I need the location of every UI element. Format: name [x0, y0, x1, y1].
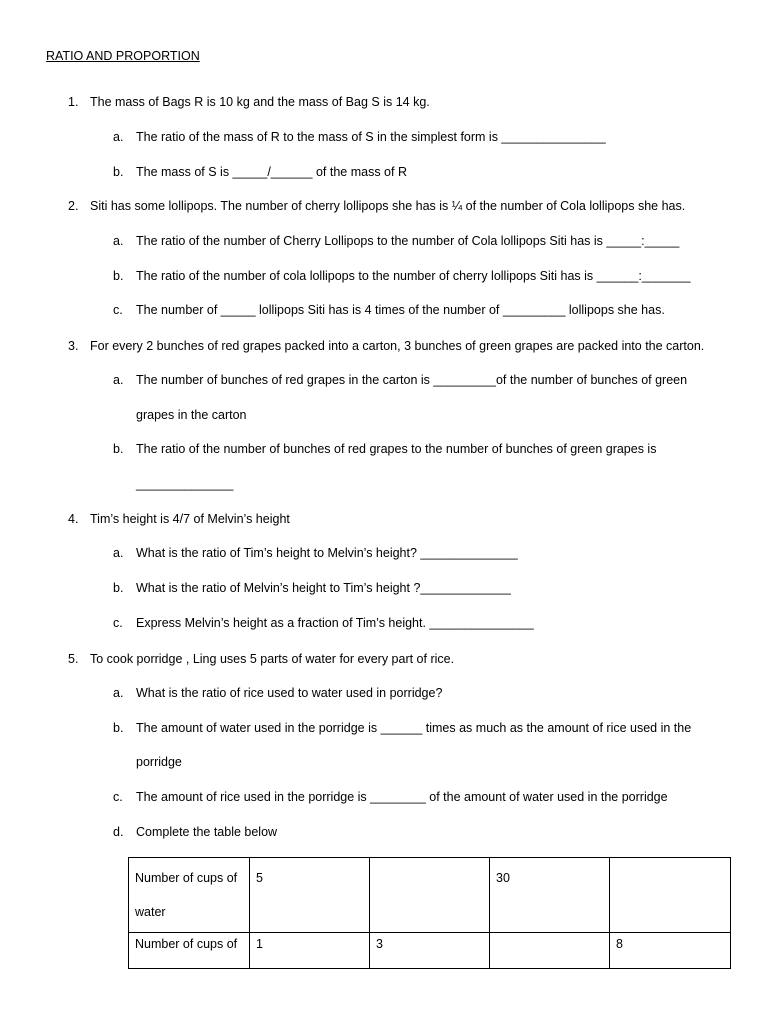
- table-row: [129, 933, 731, 969]
- question-text: To cook porridge , Ling uses 5 parts of water for every part of rice.: [90, 652, 455, 666]
- subpart-label: c.: [113, 616, 123, 630]
- row-header-water: [129, 858, 250, 933]
- subpart-label: a.: [113, 130, 124, 144]
- subpart-label: a.: [113, 234, 124, 248]
- subpart-text: The ratio of the number of Cherry Lollipops to the number of Cola lollipops Siti has is _____:_____: [136, 234, 680, 248]
- subpart-text: The amount of rice used in the porridge is ________ of the amount of water used in the porridge: [136, 790, 668, 804]
- subpart-label: c.: [113, 303, 123, 317]
- table-cell[interactable]: 8: [610, 933, 731, 969]
- table-cell[interactable]: [610, 858, 731, 933]
- row-header-line: Number of cups of: [135, 871, 238, 885]
- subpart-label: a.: [113, 373, 124, 387]
- table-row: [129, 858, 731, 933]
- subpart-text: The ratio of the number of cola lollipops to the number of cherry lollipops Siti has is ______:_______: [136, 269, 691, 283]
- subpart-label: a.: [113, 546, 124, 560]
- subpart-text: What is the ratio of Melvin’s height to Tim’s height ?_____________: [136, 581, 511, 595]
- table-cell[interactable]: 30: [490, 858, 610, 933]
- question-number: 2.: [68, 199, 79, 213]
- subpart-text: The ratio of the mass of R to the mass of S in the simplest form is _______________: [136, 130, 606, 144]
- subpart-label: b.: [113, 442, 124, 456]
- question-text: Siti has some lollipops. The number of cherry lollipops she has is ¼ of the number of Cola lollipops she has.: [90, 199, 686, 213]
- question-number: 1.: [68, 95, 79, 109]
- row-header-line: water: [135, 905, 166, 919]
- subpart-label: b.: [113, 269, 124, 283]
- answer-blank: ______________: [136, 477, 234, 491]
- subpart-label: a.: [113, 686, 124, 700]
- table-cell[interactable]: [490, 933, 610, 969]
- subpart-text: The amount of water used in the porridge is ______ times as much as the amount of rice used in the: [136, 721, 692, 735]
- question-text: Tim’s height is 4/7 of Melvin’s height: [90, 512, 290, 526]
- subpart-label: b.: [113, 581, 124, 595]
- subpart-text: The number of _____ lollipops Siti has is 4 times of the number of _________ lollipops she has.: [136, 303, 665, 317]
- subpart-text: Express Melvin’s height as a fraction of Tim’s height. _______________: [136, 616, 534, 630]
- table-cell[interactable]: 5: [250, 858, 370, 933]
- row-header-rice: Number of cups of: [129, 933, 250, 969]
- question-text: The mass of Bags R is 10 kg and the mass of Bag S is 14 kg.: [90, 95, 430, 109]
- subpart-text: What is the ratio of rice used to water used in porridge?: [136, 686, 443, 700]
- subpart-text: The mass of S is _____/______ of the mass of R: [136, 165, 407, 179]
- question-number: 5.: [68, 652, 79, 666]
- subpart-continuation: grapes in the carton: [136, 408, 247, 422]
- question-number: 4.: [68, 512, 79, 526]
- question-number: 3.: [68, 339, 79, 353]
- subpart-label: b.: [113, 721, 124, 735]
- page-title: RATIO AND PROPORTION: [46, 49, 200, 63]
- subpart-text: What is the ratio of Tim’s height to Melvin’s height? ______________: [136, 546, 518, 560]
- subpart-label: b.: [113, 165, 124, 179]
- subpart-text: The number of bunches of red grapes in the carton is _________of the number of bunches of green: [136, 373, 688, 387]
- table-cell[interactable]: [370, 858, 490, 933]
- water-rice-table: [128, 857, 731, 969]
- subpart-label: c.: [113, 790, 123, 804]
- question-text: For every 2 bunches of red grapes packed into a carton, 3 bunches of green grapes are packed into the carton.: [90, 339, 705, 353]
- subpart-continuation: porridge: [136, 755, 182, 769]
- subpart-label: d.: [113, 825, 124, 839]
- table-cell[interactable]: 3: [370, 933, 490, 969]
- subpart-text: The ratio of the number of bunches of red grapes to the number of bunches of green grapes is: [136, 442, 657, 456]
- table-cell[interactable]: 1: [250, 933, 370, 969]
- subpart-text: Complete the table below: [136, 825, 278, 839]
